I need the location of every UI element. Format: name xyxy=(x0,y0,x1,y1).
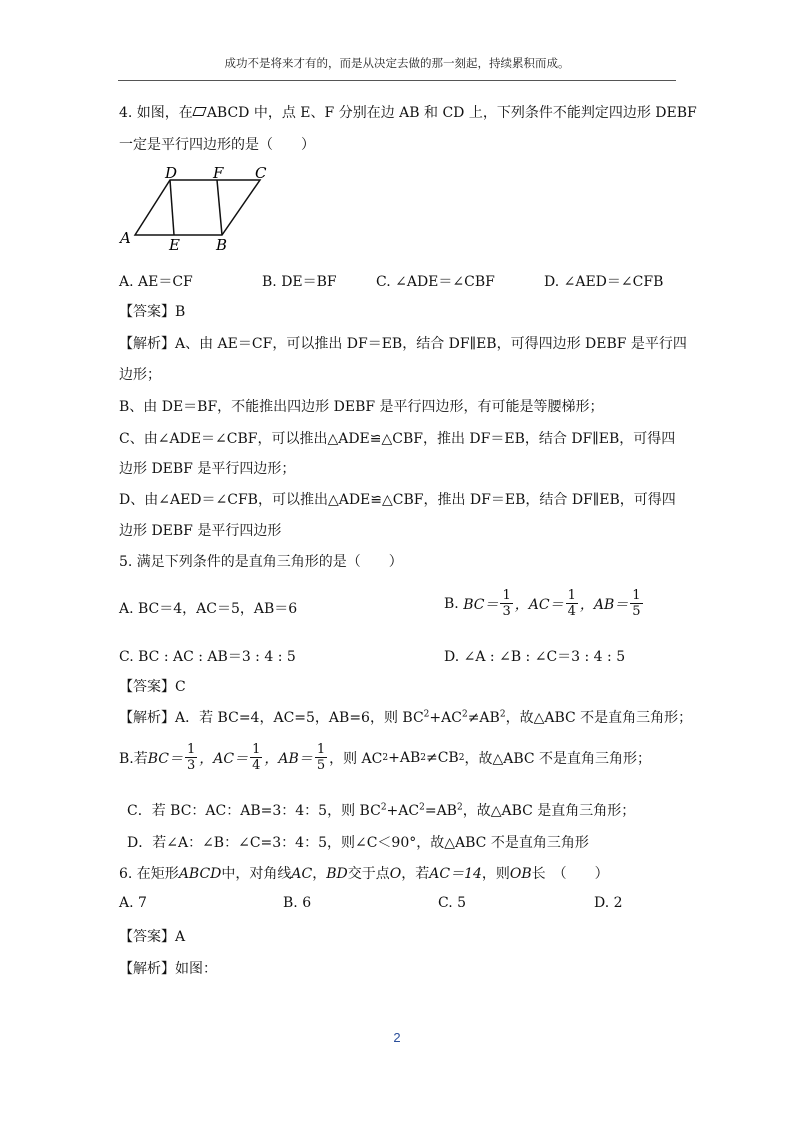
q4-stem-prefix: 4. 如图，在 xyxy=(119,105,193,121)
frac-den: 3 xyxy=(187,758,196,773)
q5-analysis-line2 xyxy=(119,742,651,773)
q5-analysis-line4: D．若∠A：∠B：∠C=3：4：5，则∠C＜90°，故△ABC 不是直角三角形 xyxy=(127,835,589,851)
q5-an3-d: ，故△ABC 是直角三角形； xyxy=(462,803,636,819)
page-number: 2 xyxy=(393,1030,401,1045)
q6-stem-a: 6. 在矩形 xyxy=(119,866,179,882)
q6-stem-o: O xyxy=(389,866,402,882)
q6-stem-ac14: AC＝14 xyxy=(429,866,482,882)
segment-de xyxy=(170,180,174,235)
q6-stem-b: 中，对角线 xyxy=(221,866,292,882)
q5-an3-c: =AB xyxy=(424,803,457,819)
q6-option-d: D. 2 xyxy=(594,895,623,911)
q5-an2-c: ≠CB xyxy=(425,749,459,766)
frac-num: 1 xyxy=(632,588,641,603)
q5-an3-a: C．若 BC：AC：AB=3：4：5，则 BC xyxy=(127,803,381,819)
q6-option-b: B. 6 xyxy=(283,895,312,911)
frac-num: 1 xyxy=(502,588,511,603)
q6-stem-ob: OB xyxy=(509,866,532,882)
fraction-1-3 xyxy=(185,742,197,773)
q4-stem-mid: ABCD 中，点 E、F 分别在边 AB 和 CD 上，下列条件不能判定四边形 DEBF xyxy=(206,105,697,121)
q5-an2-a: ，则 AC xyxy=(329,750,383,767)
q6-analysis: 【解析】如图： xyxy=(119,961,217,977)
frac-num: 1 xyxy=(252,742,261,757)
q5-option-b-ac: ，AC＝ xyxy=(514,596,564,613)
q6-stem-abcd: ABCD xyxy=(178,866,222,882)
q5-an1-d: ，故△ABC 不是直角三角形； xyxy=(505,710,693,726)
q6-answer: 【答案】A xyxy=(119,929,186,945)
q5-analysis-line1 xyxy=(119,707,692,727)
q5-an2-b: +AB xyxy=(388,749,421,766)
sup-2: 2 xyxy=(499,709,506,720)
frac-num: 1 xyxy=(567,588,576,603)
q6-stem-c: ， xyxy=(312,866,327,882)
q4-option-a: A. AE＝CF xyxy=(119,274,193,290)
page-header-motto: 成功不是将来才有的，而是从决定去做的那一刻起，持续累积而成。 xyxy=(224,56,570,70)
q5-option-c: C. BC : AC : AB＝3 : 4 : 5 xyxy=(119,649,296,665)
q6-stem-ac: AC xyxy=(291,866,313,882)
fraction-1-5 xyxy=(315,742,327,773)
q4-analysis-line2: 边形； xyxy=(119,367,161,383)
frac-den: 3 xyxy=(502,604,511,619)
q6-option-a: A. 7 xyxy=(119,895,147,911)
q4-answer: 【答案】B xyxy=(119,304,186,320)
q4-analysis-line7: 边形 DEBF 是平行四边形 xyxy=(119,523,282,539)
q4-stem-line2: 一定是平行四边形的是（ ） xyxy=(119,137,315,153)
q4-analysis-line3: B、由 DE＝BF，不能推出四边形 DEBF 是平行四边形，有可能是等腰梯形； xyxy=(119,399,604,415)
q5-option-b xyxy=(444,588,645,619)
label-b: B xyxy=(216,236,228,254)
q5-an1-c: ≠AB xyxy=(467,710,500,726)
label-a: A xyxy=(120,229,131,247)
label-f: F xyxy=(213,164,224,182)
sup-2: 2 xyxy=(419,802,425,813)
sup-2: 2 xyxy=(420,752,426,763)
q4-option-b: B. DE＝BF xyxy=(262,274,337,290)
q5-an1-a: 【解析】A．若 BC=4，AC=5，AB=6，则 BC xyxy=(119,710,424,726)
q4-option-d: D. ∠AED＝∠CFB xyxy=(544,274,664,290)
q4-parallelogram-figure xyxy=(115,162,275,257)
frac-den: 5 xyxy=(632,604,641,619)
q5-analysis-line3 xyxy=(127,800,635,820)
fraction-1-5 xyxy=(630,588,642,619)
q6-stem-f: ，则 xyxy=(481,866,510,882)
frac-num: 1 xyxy=(316,742,326,757)
q4-analysis-line5: 边形 DEBF 是平行四边形； xyxy=(119,461,296,477)
q6-stem-bd: BD xyxy=(326,866,348,882)
q5-an2-d: ，故△ABC 不是直角三角形； xyxy=(464,750,652,767)
label-e: E xyxy=(169,236,180,254)
fraction-1-4 xyxy=(250,742,262,773)
q4-stem-line1 xyxy=(119,102,697,122)
q5-option-b-ab: ，AB＝ xyxy=(579,596,629,613)
parallelogram-symbol-icon xyxy=(192,107,206,116)
q5-answer: 【答案】C xyxy=(119,679,186,695)
q5-option-b-bc: BC＝ xyxy=(463,596,499,613)
q5-an2-ac: ，AC＝ xyxy=(199,750,249,767)
q4-analysis-line6: D、由∠AED＝∠CFB，可以推出△ADE≌△CBF，推出 DF＝EB，结合 DF∥EB，可得四 xyxy=(119,492,676,508)
sup-2: 2 xyxy=(380,802,387,813)
q5-stem: 5. 满足下列条件的是直角三角形的是（ ） xyxy=(119,554,403,570)
fraction-1-3 xyxy=(500,588,512,619)
fraction-1-4 xyxy=(566,588,578,619)
sup-2: 2 xyxy=(423,709,430,720)
q6-option-c: C. 5 xyxy=(438,895,467,911)
sup-2: 2 xyxy=(458,752,465,763)
q6-stem xyxy=(119,863,609,883)
frac-den: 4 xyxy=(252,758,261,773)
sup-2: 2 xyxy=(456,802,463,813)
label-d: D xyxy=(165,164,178,182)
parallelogram-abcd xyxy=(135,180,260,235)
q5-an2-ab: ，AB＝ xyxy=(264,750,313,767)
frac-den: 5 xyxy=(316,758,326,773)
q5-an1-b: +AC xyxy=(429,710,462,726)
q6-stem-g: 长 （ ） xyxy=(531,866,609,882)
q5-option-d: D. ∠A : ∠B : ∠C＝3 : 4 : 5 xyxy=(444,649,626,665)
q4-option-c: C. ∠ADE＝∠CBF xyxy=(376,274,495,290)
q5-an2-prefix: B.若 xyxy=(119,750,148,767)
q4-analysis-line4: C、由∠ADE＝∠CBF，可以推出△ADE≌△CBF，推出 DF＝EB，结合 DF∥EB，可得四 xyxy=(119,431,676,447)
header-rule xyxy=(118,80,676,81)
sup-2: 2 xyxy=(461,709,468,720)
q6-stem-d: 交于点 xyxy=(347,866,390,882)
frac-num: 1 xyxy=(187,742,196,757)
q5-an2-bc: BC＝ xyxy=(147,750,184,767)
q5-option-b-prefix: B. xyxy=(444,595,459,612)
q5-option-a: A. BC＝4，AC＝5，AB＝6 xyxy=(119,601,298,617)
q4-analysis-line1: 【解析】A、由 AE＝CF，可以推出 DF＝EB，结合 DF∥EB，可得四边形 DEBF 是平行四 xyxy=(119,336,687,352)
label-c: C xyxy=(255,164,267,182)
q6-stem-e: ，若 xyxy=(401,866,430,882)
frac-den: 4 xyxy=(567,604,576,619)
q5-an3-b: +AC xyxy=(386,803,420,819)
segment-fb xyxy=(217,180,222,235)
sup-2: 2 xyxy=(382,752,389,763)
